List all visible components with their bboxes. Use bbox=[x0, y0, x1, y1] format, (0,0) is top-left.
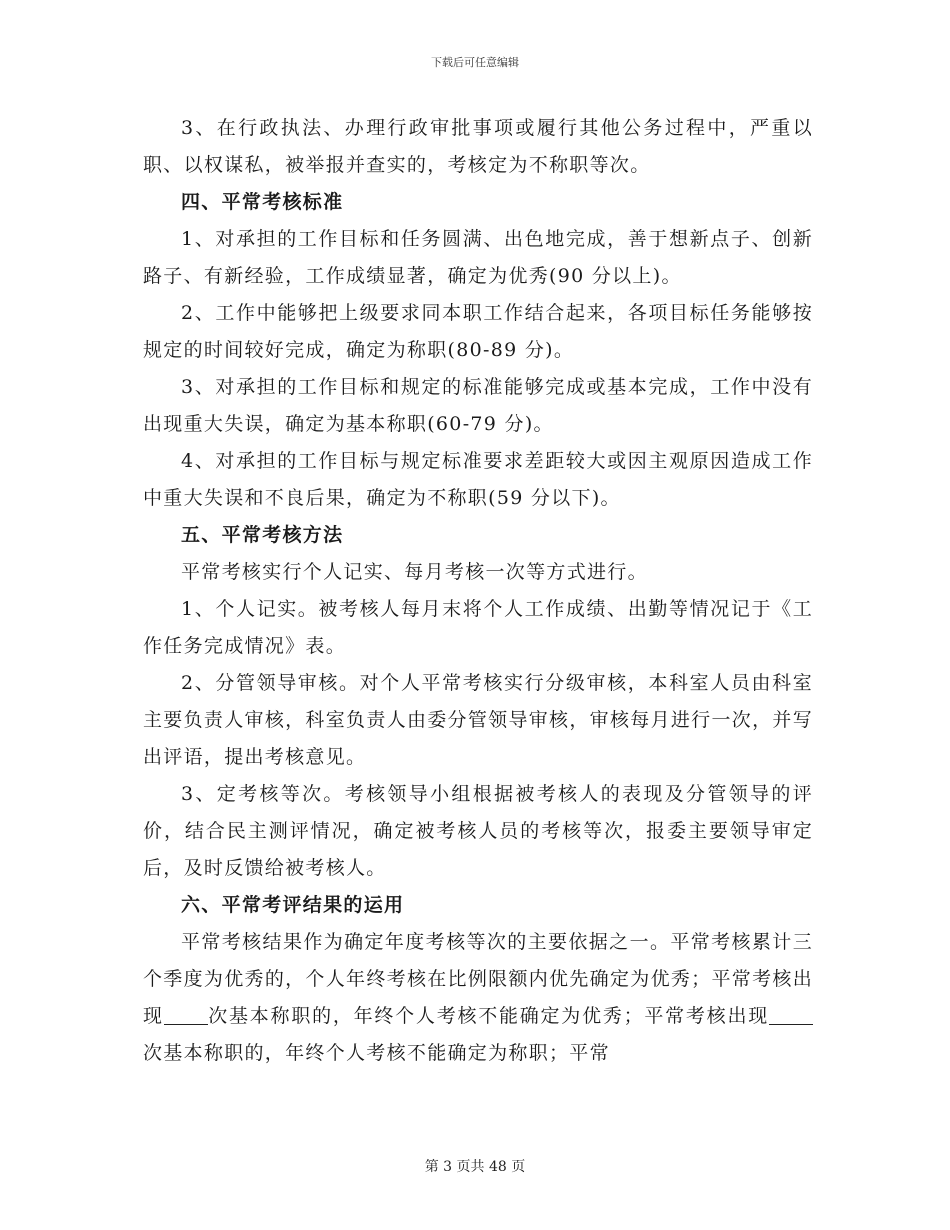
page-header: 下载后可任意编辑 bbox=[431, 56, 519, 69]
document-body bbox=[143, 110, 813, 1072]
page-footer: 第 3 页共 48 页 bbox=[424, 1159, 526, 1175]
text-segment: 平常考核结果作为确定年度考核等次的主要依据之一。平常考核累计三个季度为优秀的，个人年终考核在比例限额内优先确定为优秀；平常考核出现 bbox=[143, 931, 813, 1027]
fill-in-blank bbox=[164, 1005, 208, 1025]
paragraph: 3、在行政执法、办理行政审批事项或履行其他公务过程中，严重以职、以权谋私，被举报并查实的，考核定为不称职等次。 bbox=[143, 117, 813, 176]
fill-in-blank bbox=[769, 1005, 813, 1025]
paragraph: 1、对承担的工作目标和任务圆满、出色地完成，善于想新点子、创新路子、有新经验，工作成绩显著，确定为优秀(90 分以上)。 bbox=[143, 228, 813, 287]
section-heading: 五、平常考核方法 bbox=[181, 524, 344, 546]
paragraph: 平常考核实行个人记实、每月考核一次等方式进行。 bbox=[181, 561, 648, 583]
text-segment: 次基本称职的，年终个人考核不能确定为称职；平常 bbox=[143, 1042, 610, 1064]
paragraph-with-blanks bbox=[143, 924, 813, 1072]
paragraph: 2、分管领导审核。对个人平常考核实行分级审核，本科室人员由科室主要负责人审核，科室负责人由委分管领导审核，审核每月进行一次，并写出评语，提出考核意见。 bbox=[143, 672, 813, 768]
paragraph: 3、对承担的工作目标和规定的标准能够完成或基本完成，工作中没有出现重大失误，确定为基本称职(60-79 分)。 bbox=[143, 376, 813, 435]
paragraph: 3、定考核等次。考核领导小组根据被考核人的表现及分管领导的评价，结合民主测评情况，确定被考核人员的考核等次，报委主要领导审定后，及时反馈给被考核人。 bbox=[143, 783, 813, 879]
paragraph: 1、个人记实。被考核人每月末将个人工作成绩、出勤等情况记于《工作任务完成情况》表。 bbox=[143, 598, 813, 657]
paragraph: 4、对承担的工作目标与规定标准要求差距较大或因主观原因造成工作中重大失误和不良后果，确定为不称职(59 分以下)。 bbox=[143, 450, 813, 509]
paragraph: 2、工作中能够把上级要求同本职工作结合起来，各项目标任务能够按规定的时间较好完成，确定为称职(80-89 分)。 bbox=[143, 302, 813, 361]
text-segment: 次基本称职的，年终个人考核不能确定为优秀；平常考核出现 bbox=[207, 1005, 769, 1027]
section-heading: 四、平常考核标准 bbox=[181, 191, 344, 213]
section-heading: 六、平常考评结果的运用 bbox=[181, 894, 405, 916]
